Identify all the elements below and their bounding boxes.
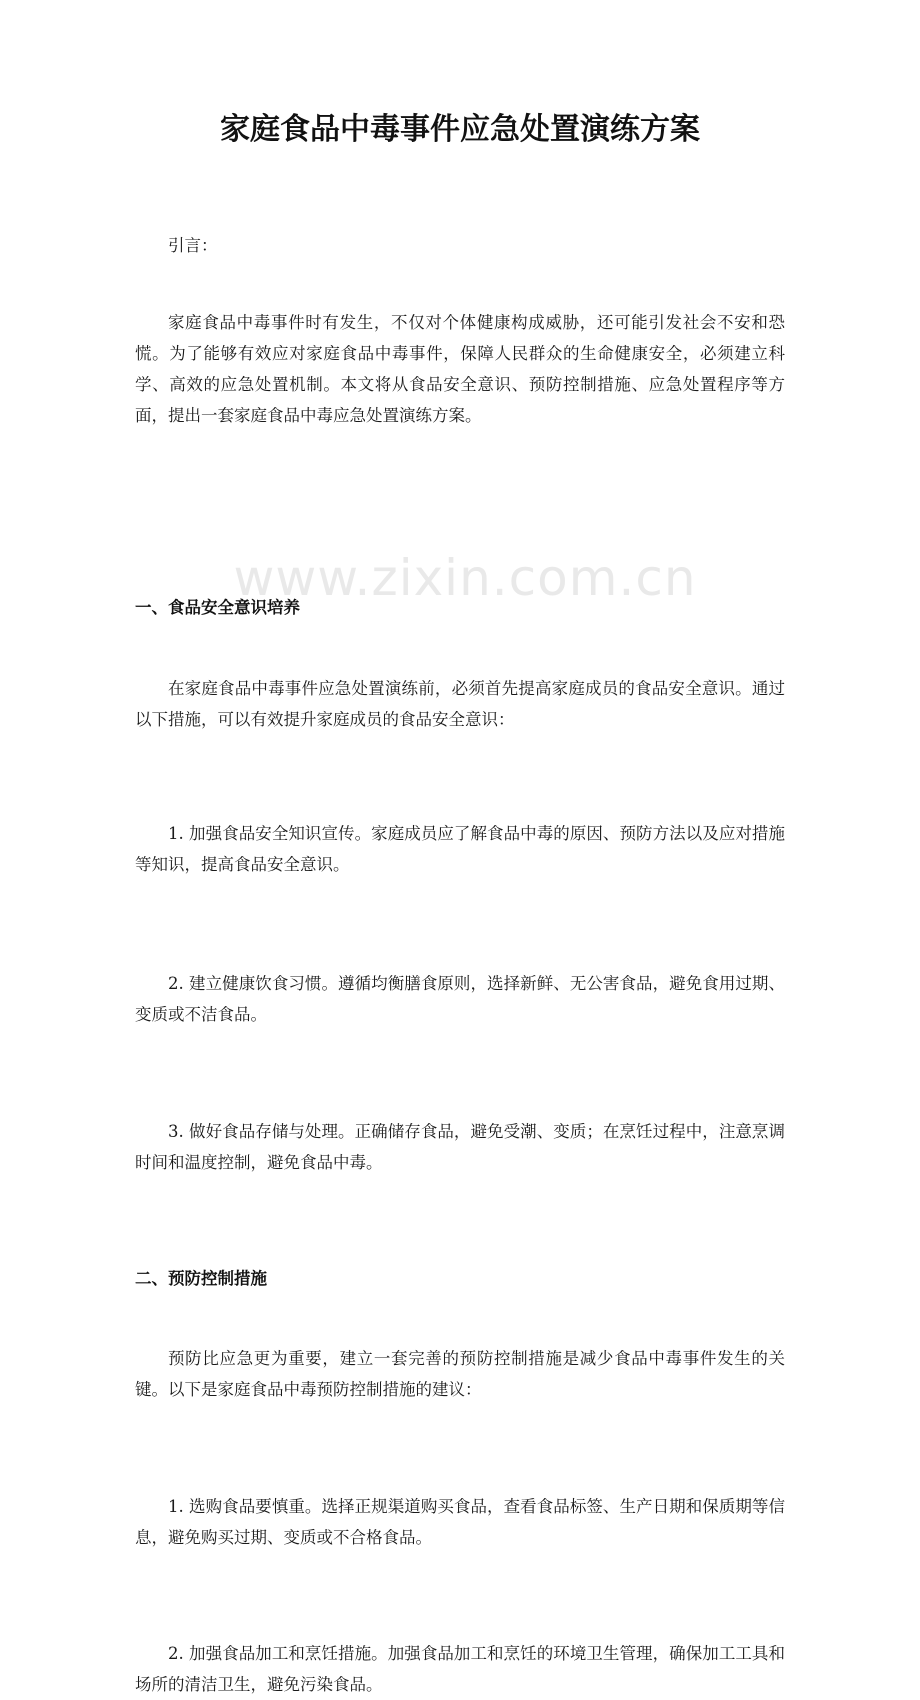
section-1-heading: 一、食品安全意识培养 — [135, 598, 300, 617]
section-1-item-1: 1. 加强食品安全知识宣传。家庭成员应了解食品中毒的原因、预防方法以及应对措施等知识，提高食品安全意识。 — [135, 824, 785, 874]
intro-label: 引言： — [168, 236, 218, 255]
page-title: 家庭食品中毒事件应急处置演练方案 — [220, 112, 700, 147]
section-2-heading: 二、预防控制措施 — [135, 1269, 267, 1288]
section-2-item-1: 1. 选购食品要慎重。选择正规渠道购买食品，查看食品标签、生产日期和保质期等信息，避免购买过期、变质或不合格食品。 — [135, 1497, 785, 1547]
section-1-item-3: 3. 做好食品存储与处理。正确储存食品，避免受潮、变质；在烹饪过程中，注意烹调时间和温度控制，避免食品中毒。 — [135, 1122, 785, 1172]
section-2-item-2: 2. 加强食品加工和烹饪措施。加强食品加工和烹饪的环境卫生管理，确保加工工具和场所的清洁卫生，避免污染食品。 — [135, 1644, 785, 1694]
section-2-intro: 预防比应急更为重要，建立一套完善的预防控制措施是减少食品中毒事件发生的关键。以下是家庭食品中毒预防控制措施的建议： — [135, 1349, 785, 1399]
section-1-item-2: 2. 建立健康饮食习惯。遵循均衡膳食原则，选择新鲜、无公害食品，避免食用过期、变质或不洁食品。 — [135, 974, 785, 1024]
intro-paragraph: 家庭食品中毒事件时有发生，不仅对个体健康构成威胁，还可能引发社会不安和恐慌。为了能够有效应对家庭食品中毒事件，保障人民群众的生命健康安全，必须建立科学、高效的应急处置机制。本文将从食品安全意识、预防控制措施、应急处置程序等方面，提出一套家庭食品中毒应急处置演练方案。 — [135, 313, 785, 425]
section-1-intro: 在家庭食品中毒事件应急处置演练前，必须首先提高家庭成员的食品安全意识。通过以下措施，可以有效提升家庭成员的食品安全意识： — [135, 679, 785, 729]
watermark: www.zixin.com.cn — [233, 549, 697, 607]
